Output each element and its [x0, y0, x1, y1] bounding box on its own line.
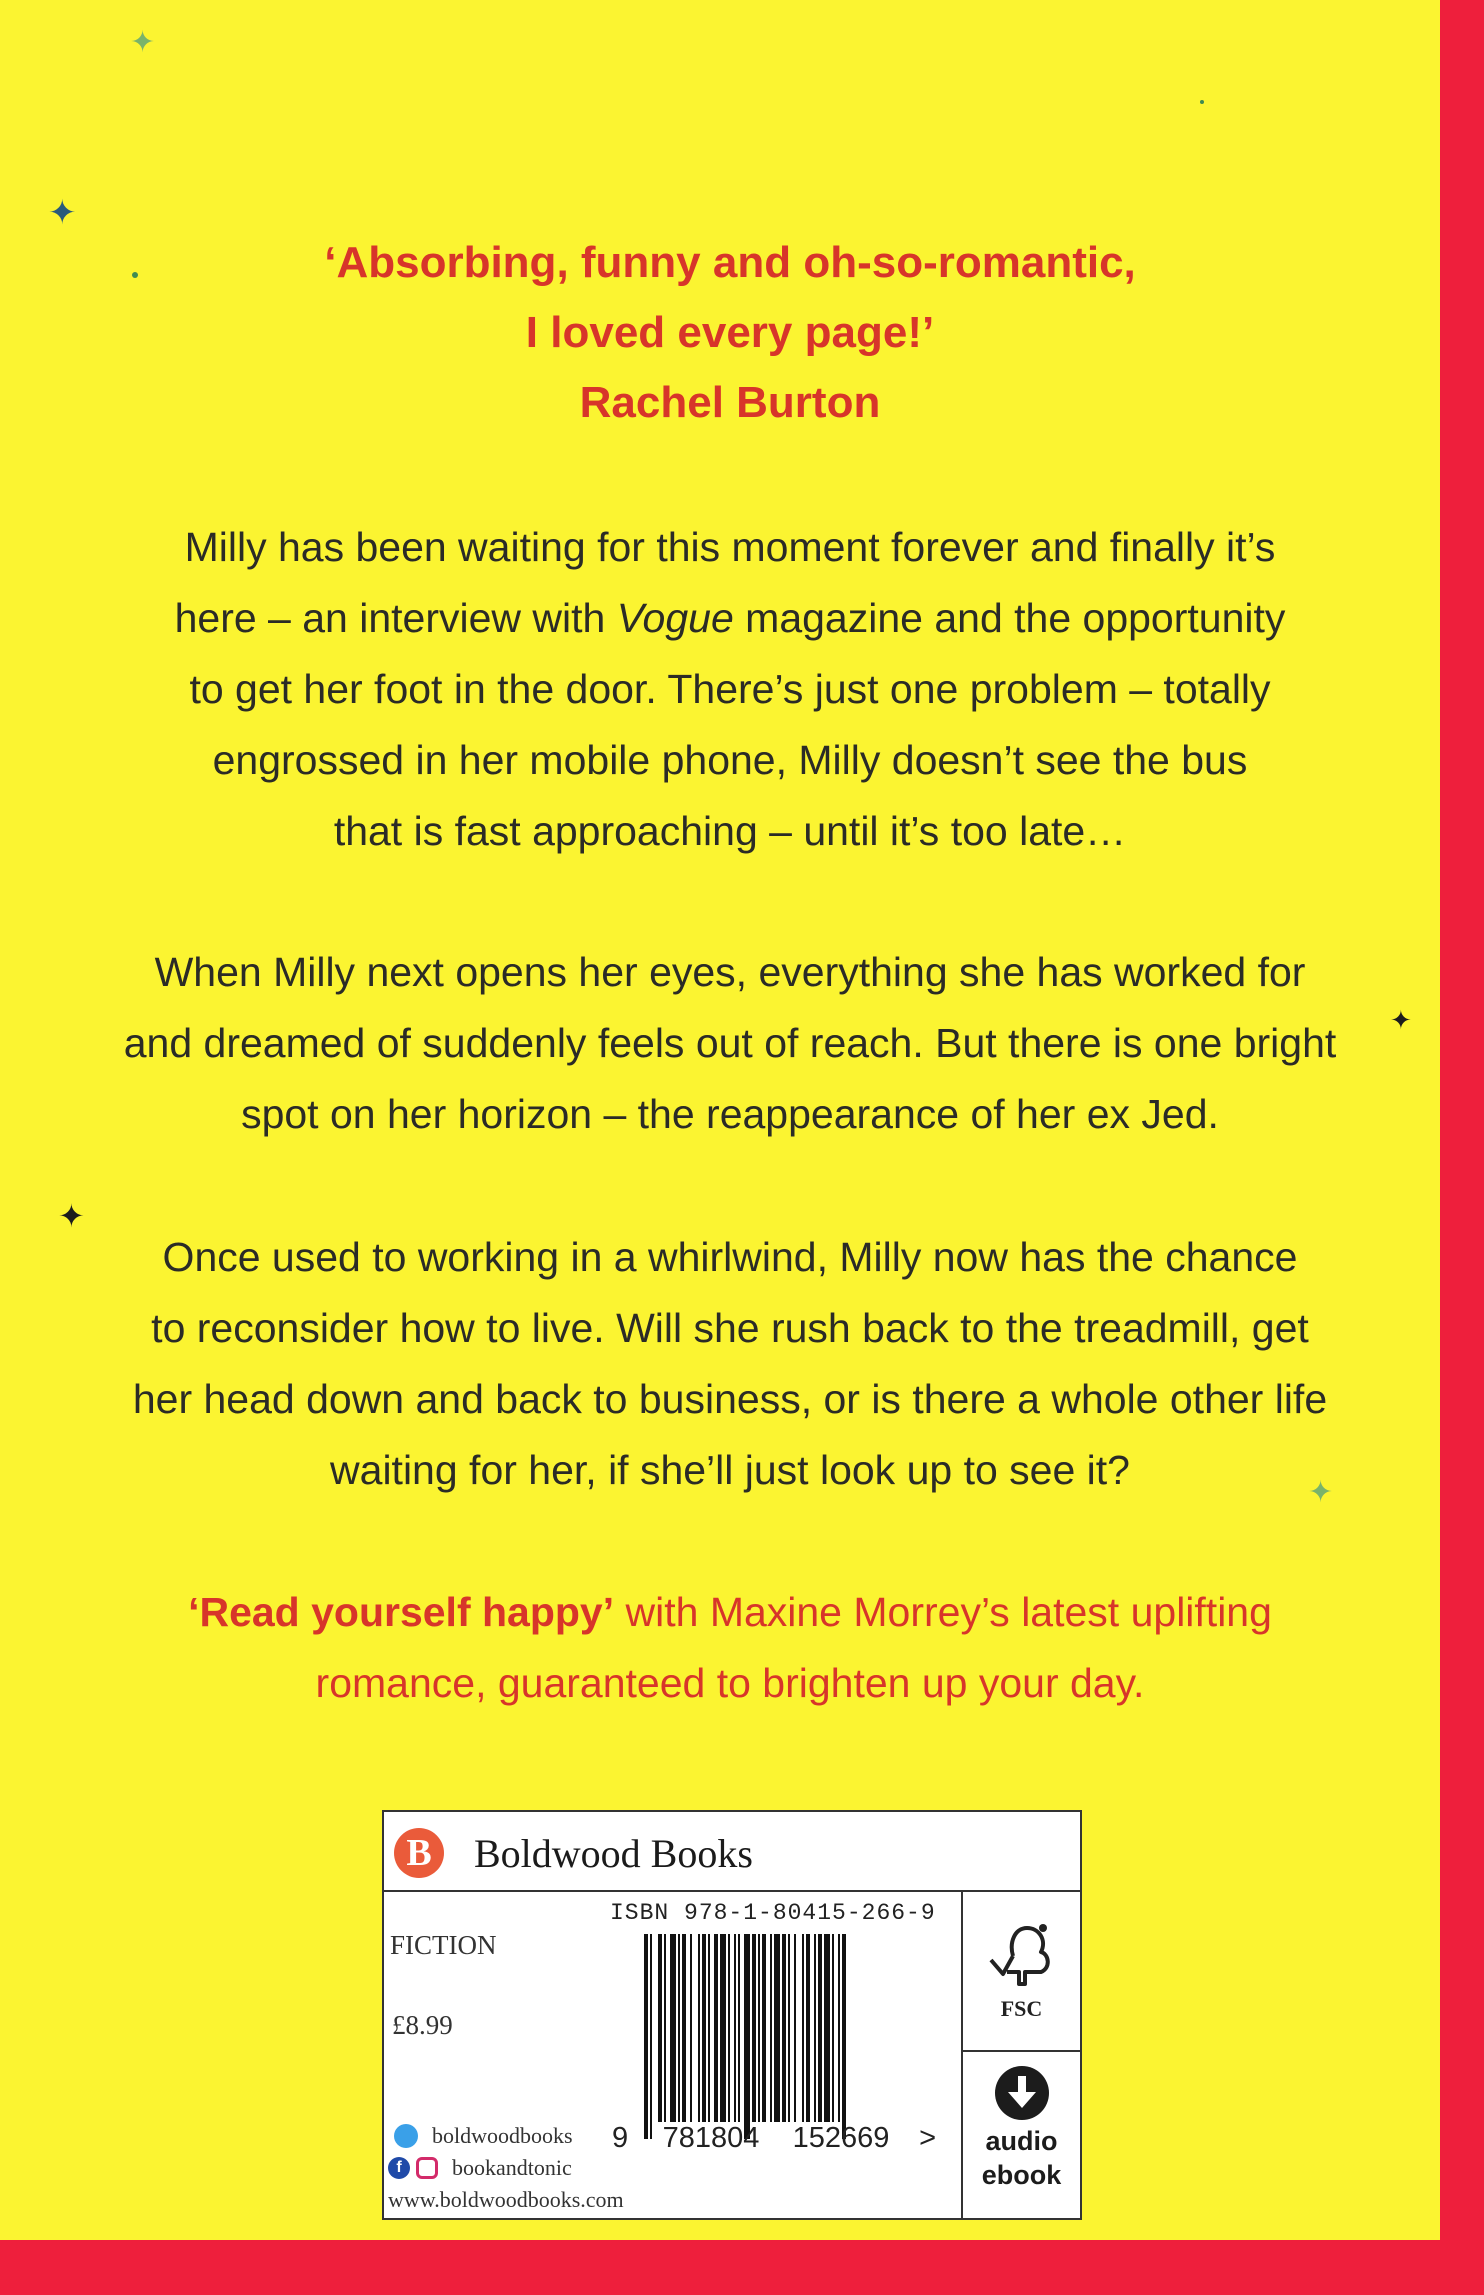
barcode-bar — [708, 1934, 710, 2122]
blurb-line: Milly has been waiting for this moment forever and finally it’s — [184, 524, 1276, 570]
barcode-bar — [762, 1934, 766, 2122]
barcode-bar — [650, 1934, 652, 2139]
barcode-bar — [838, 1934, 840, 2122]
blurb-line: her head down and back to business, or is there a whole other life — [132, 1376, 1328, 1422]
barcode-bar — [782, 1934, 786, 2122]
barcode-digit-lead: 9 — [612, 2122, 629, 2154]
barcode-bar — [738, 1934, 740, 2122]
audio-label: audio — [985, 2126, 1058, 2156]
ebook-label: ebook — [981, 2160, 1062, 2190]
barcode-bar — [788, 1934, 790, 2122]
blurb-line: to get her foot in the door. There’s just one problem – totally — [189, 666, 1271, 712]
blurb-line — [30, 583, 1430, 654]
blurb-line: engrossed in her mobile phone, Milly doesn’t see the bus — [212, 737, 1248, 783]
barcode-bar — [752, 1934, 756, 2122]
barcode-bar — [824, 1934, 830, 2122]
barcode-image — [642, 1934, 910, 2139]
barcode-digits-left: 781804 — [662, 2122, 760, 2154]
blurb-text: here – an interview with — [174, 595, 617, 641]
sparkle-icon: ✦ — [130, 25, 156, 60]
blurb-line: When Milly next opens her eyes, everything she has worked for — [154, 949, 1306, 995]
website-link: www.boldwoodbooks.com — [388, 2187, 624, 2212]
blurb-line: waiting for her, if she’ll just look up to see it? — [330, 1447, 1130, 1493]
blurb-paragraph-2 — [30, 937, 1430, 1150]
blurb-line: that is fast approaching – until it’s too late… — [333, 808, 1127, 854]
twitter-handle: boldwoodbooks — [432, 2123, 573, 2148]
blurb-line: Once used to working in a whirlwind, Milly now has the chance — [162, 1234, 1298, 1280]
quote-line-1: ‘Absorbing, funny and oh-so-romantic, — [324, 238, 1136, 287]
isbn-text: ISBN 978-1-80415-266-9 — [610, 1900, 936, 1926]
certification-column — [961, 1892, 1080, 2218]
barcode-bar — [698, 1934, 700, 2122]
tagline-text: with Maxine Morrey’s latest uplifting — [614, 1589, 1272, 1635]
barcode-panel — [382, 1810, 1082, 2220]
sparkle-dot — [1200, 100, 1204, 104]
sparkle-icon: ✦ — [48, 193, 77, 233]
barcode-bar — [806, 1934, 810, 2122]
fsc-tree-icon — [963, 1898, 1080, 1998]
tagline-slogan: ‘Read yourself happy’ — [188, 1589, 615, 1635]
barcode-bar — [794, 1934, 796, 2122]
download-arrow-icon — [995, 2066, 1049, 2120]
quote-line-2: I loved every page!’ — [525, 308, 935, 357]
blurb-line: to reconsider how to live. Will she rush back to the treadmill, get — [151, 1305, 1309, 1351]
barcode-arrow: > — [919, 2122, 936, 2154]
barcode-digits-right: 152669 — [792, 2122, 890, 2154]
fsc-badge — [963, 1892, 1080, 2052]
blurb-paragraph-1 — [30, 512, 1430, 867]
sparkle-icon: ✦ — [1390, 1006, 1412, 1036]
publisher-name: Boldwood Books — [474, 1831, 753, 1876]
barcode-bar — [734, 1934, 736, 2122]
barcode-bar — [770, 1934, 772, 2122]
barcode-bar — [728, 1934, 730, 2122]
sparkle-icon: ✦ — [1308, 1475, 1334, 1510]
barcode-bar — [644, 1934, 648, 2139]
blurb-line: spot on her horizon – the reappearance of her ex Jed. — [241, 1091, 1219, 1137]
barcode-bar — [682, 1934, 686, 2122]
barcode-bar — [818, 1934, 822, 2122]
barcode-bar — [714, 1934, 718, 2122]
blurb-line: and dreamed of suddenly feels out of reach. But there is one bright — [123, 1020, 1337, 1066]
quote-author: Rachel Burton — [579, 378, 881, 427]
tagline-line-2: romance, guaranteed to brighten up your day. — [315, 1660, 1145, 1706]
twitter-icon — [394, 2124, 418, 2148]
barcode-bar — [658, 1934, 662, 2122]
barcode-bar — [832, 1934, 834, 2122]
sparkle-icon: ✦ — [58, 1197, 85, 1235]
barcode-bar — [842, 1934, 846, 2139]
barcode-bar — [664, 1934, 666, 2122]
social-links — [388, 2120, 678, 2216]
twitter-row — [388, 2120, 678, 2152]
barcode-bar — [774, 1934, 780, 2122]
barcode-bar — [678, 1934, 680, 2122]
barcode-bar — [802, 1934, 804, 2122]
website-row — [388, 2184, 678, 2216]
blurb-paragraph-3 — [30, 1222, 1430, 1510]
barcode-bar — [720, 1934, 726, 2122]
tagline-line-1 — [30, 1577, 1430, 1648]
blurb-text: magazine and the opportunity — [733, 595, 1286, 641]
tagline — [30, 1577, 1430, 1719]
publisher-header — [384, 1812, 1080, 1892]
price-label: £8.99 — [392, 2010, 453, 2040]
facebook-instagram-row — [388, 2152, 678, 2184]
publisher-logo-icon: B — [394, 1828, 444, 1878]
barcode-bar — [744, 1934, 750, 2139]
barcode-bar — [670, 1934, 676, 2122]
barcode-bar — [814, 1934, 816, 2122]
social-handle: bookandtonic — [452, 2155, 572, 2180]
review-quote — [0, 228, 1460, 438]
fsc-label: FSC — [1000, 1996, 1043, 2021]
audio-ebook-label — [963, 2124, 1080, 2192]
facebook-icon: f — [388, 2157, 410, 2179]
magazine-title: Vogue — [616, 595, 734, 641]
barcode-bar — [758, 1934, 760, 2122]
barcode-bar — [690, 1934, 692, 2122]
barcode-bar — [702, 1934, 706, 2122]
category-label: FICTION — [390, 1930, 497, 1960]
instagram-icon — [416, 2157, 438, 2179]
